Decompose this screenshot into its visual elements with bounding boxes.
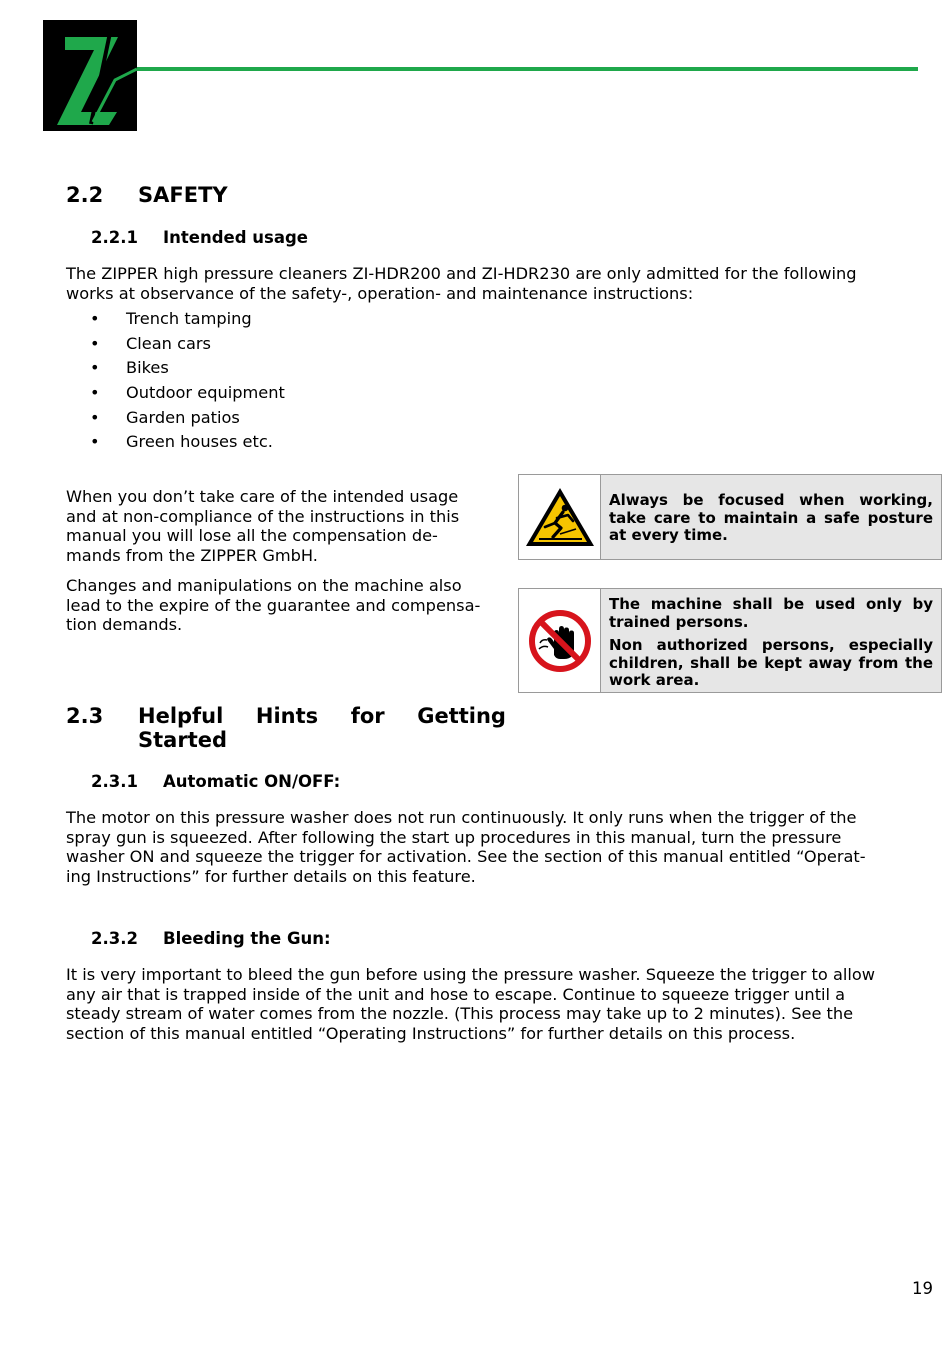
text-line: mands from the ZIPPER GmbH. [66,545,318,565]
text-line: When you don’t take care of the intended usage [66,487,459,506]
text-line: ing Instructions” for further details on this feature. [66,866,476,886]
subsection-number: 2.2.1 [91,228,138,247]
title-word: for [350,704,385,728]
subsection-number: 2.3.1 [91,772,138,791]
section-title [138,704,506,728]
section-title-line2: Started [138,728,228,752]
text-line: Changes and manipulations on the machine also [66,576,462,595]
automatic-on-off-paragraph [66,808,936,886]
title-word: Hints [255,704,319,728]
warning-text: Non authorized persons, especially children, shall be kept away from the work area. [609,636,933,689]
list-item: • Trench tamping [66,309,285,334]
section-heading-helpful-hints [66,704,506,754]
text-line: The motor on this pressure washer does not run continuously. It only runs when the trigger of the [66,808,857,827]
section-number: 2.3 [66,704,104,728]
section-number: 2.2 [66,183,104,207]
header-rule [137,67,918,71]
subsection-number: 2.3.2 [91,929,138,948]
guarantee-paragraph [66,576,506,635]
zipper-z-logo-icon [43,20,137,131]
warning-box-focus [518,474,942,560]
section-title: SAFETY [138,183,228,207]
intended-usage-list [66,309,285,457]
text-line: spray gun is squeezed. After following the start up procedures in this manual, turn the pressure [66,827,842,847]
text-line: The ZIPPER high pressure cleaners ZI-HDR200 and ZI-HDR230 are only admitted for the following [66,264,857,283]
text-line: steady stream of water comes from the nozzle. (This process may take up to 2 minutes). See the [66,1004,854,1024]
warning-text: The machine shall be used only by trained persons. [609,595,933,631]
text-line: It is very important to bleed the gun before using the pressure washer. Squeeze the trigger to allow [66,965,876,984]
bleeding-the-gun-paragraph [66,965,941,1043]
title-word: Helpful [138,704,224,728]
slip-hazard-warning-icon [524,485,596,549]
no-access-prohibition-icon [528,609,592,673]
text-line: and at non-compliance of the instructions in this [66,506,460,526]
list-item: • Clean cars [66,334,285,359]
subsection-title: Intended usage [163,228,308,247]
page-number: 19 [912,1279,933,1298]
title-word: Getting [417,704,506,728]
intended-usage-intro [66,264,936,303]
text-line: section of this manual entitled “Operating Instructions” for further details on this process. [66,1023,796,1043]
text-line: any air that is trapped inside of the unit and hose to escape. Continue to squeeze trigger until a [66,984,846,1004]
icon-cell [519,589,601,692]
list-item: • Bikes [66,358,285,383]
warning-text: Always be focused when working, take care to maintain a safe posture at every time. [609,491,933,544]
text-line: tion demands. [66,615,183,635]
list-item: • Garden patios [66,408,285,433]
text-line: lead to the expire of the guarantee and compensa- [66,595,481,615]
text-line: works at observance of the safety-, operation- and maintenance instructions: [66,283,694,303]
compensation-paragraph [66,487,506,565]
warning-box-authorized-persons [518,588,942,693]
icon-cell [519,475,601,559]
text-line: washer ON and squeeze the trigger for activation. See the section of this manual entitled “Operat- [66,847,866,867]
text-line: manual you will lose all the compensation de- [66,526,438,546]
list-item: • Green houses etc. [66,432,285,457]
subsection-title: Bleeding the Gun: [163,929,331,948]
list-item: • Outdoor equipment [66,383,285,408]
subsection-title: Automatic ON/OFF: [163,772,341,791]
